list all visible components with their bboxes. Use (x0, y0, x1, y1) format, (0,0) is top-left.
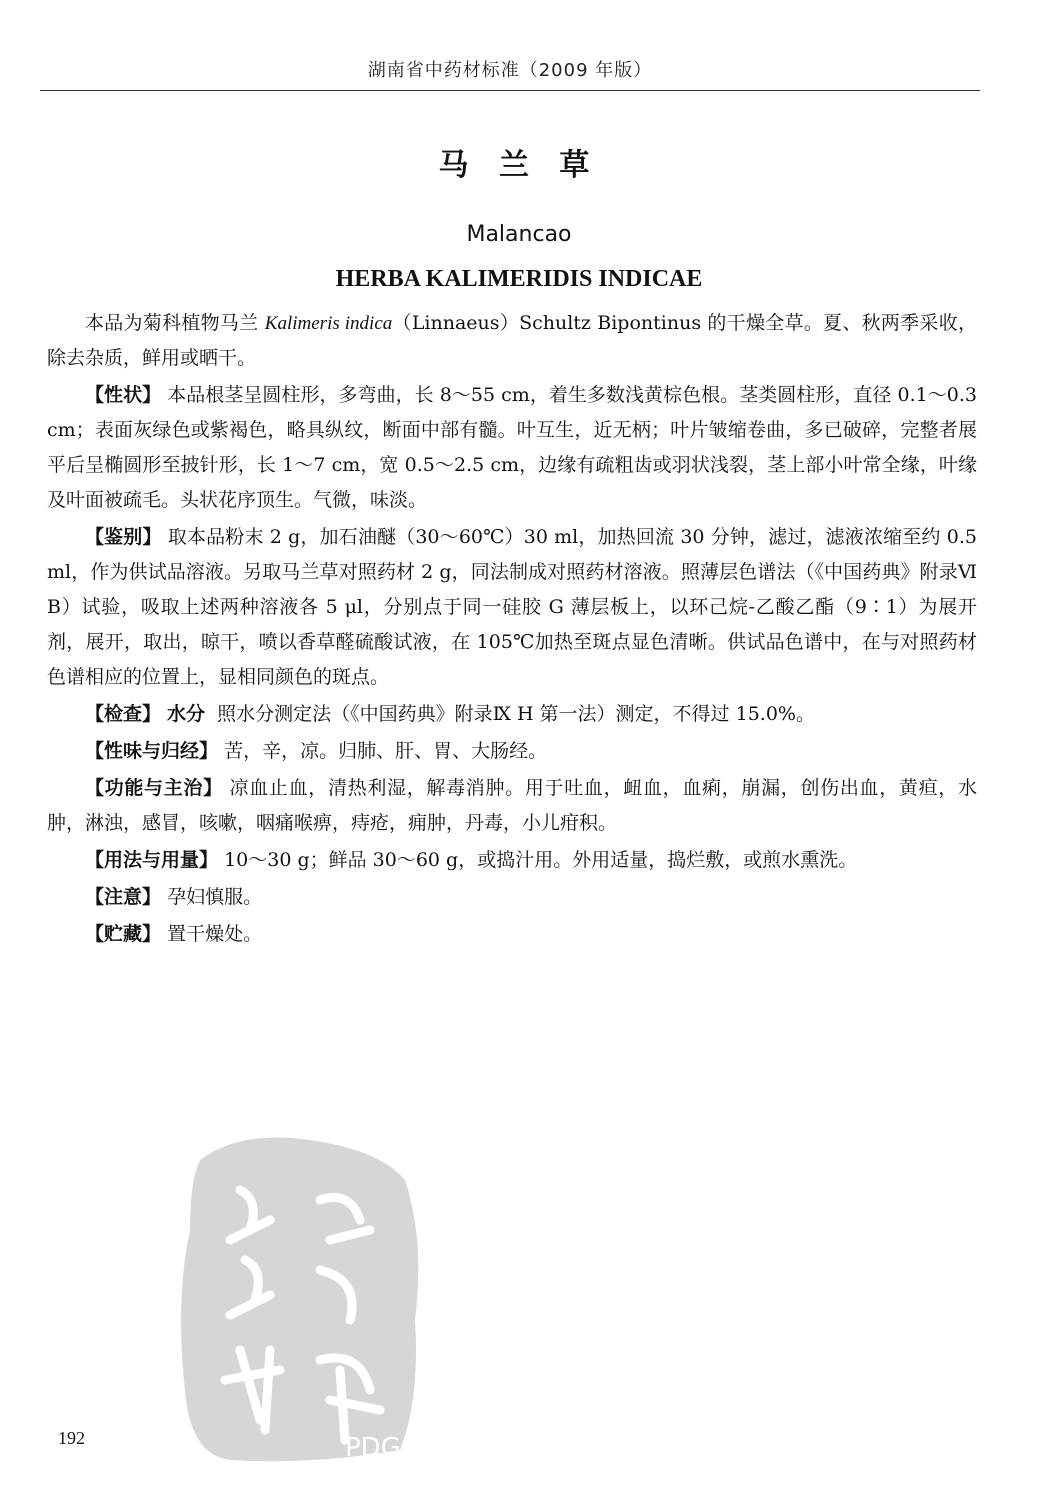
section-label: 【功能与主治】 (85, 777, 223, 799)
section-sublabel: 水分 (167, 703, 206, 725)
watermark-label: PDG (345, 1433, 401, 1463)
section-text: 照水分测定法（《中国药典》附录Ⅸ H 第一法）测定，不得过 15.0%。 (217, 703, 815, 725)
section-text: 孕妇慎服。 (167, 886, 263, 908)
section-text: 凉血止血，清热利湿，解毒消肿。用于吐血，衄血，血痢，崩漏，创伤出血，黄疸，水肿，淋浊，感冒，咳嗽，咽痛喉痹，痔疮，痈肿，丹毒，小儿疳积。 (47, 777, 977, 834)
intro-text: 本品为菊科植物马兰 (85, 312, 265, 334)
section-text: 取本品粉末 2 g，加石油醚（30～60℃）30 ml，加热回流 30 分钟，滤过，滤液浓缩至约 0.5 ml，作为供试品溶液。另取马兰草对照药材 2 g，同法制成对照药材溶液。照薄层色谱法（《中国药典》附录Ⅵ B）试验，吸取上述两种溶液各 5 μl，分别点于同一硅胶 G 薄层板上，以环己烷-乙酸乙酯（9∶1）为展开剂，展开，取出，晾干，喷以香草醛硫酸试液，在 105℃加热至斑点显色清晰。供试品色谱中，在与对照药材色谱相应的位置上，显相同颜色的斑点。 (47, 526, 977, 688)
section-text: 本品根茎呈圆柱形，多弯曲，长 8～55 cm，着生多数浅黄棕色根。茎类圆柱形，直径 0.1～0.3 cm；表面灰绿色或紫褐色，略具纵纹，断面中部有髓。叶互生，近无柄；叶片皱缩卷曲，多已破碎，完整者展平后呈椭圆形至披针形，长 1～7 cm，宽 0.5～2.5 cm，边缘有疏粗齿或羽状浅裂，茎上部小叶常全缘，叶缘及叶面被疏毛。头状花序顶生。气微，味淡。 (47, 384, 977, 511)
monograph-title: 马 兰 草 (438, 148, 600, 183)
header-rule (40, 90, 980, 91)
intro-paragraph (47, 306, 977, 376)
monograph-latin-name: HERBA KALIMERIDIS INDICAE (335, 266, 703, 292)
section-label: 【贮藏】 (85, 923, 162, 945)
section-storage (47, 917, 977, 952)
intro-text-rest: （Linnaeus）Schultz Bipontinus 的干燥全草。夏、秋两季采收，除去杂质，鲜用或晒干。 (47, 312, 977, 369)
section-usage (47, 843, 977, 878)
section-caution (47, 880, 977, 915)
section-nature (47, 734, 977, 769)
section-label: 【性状】 (85, 384, 162, 406)
section-text: 置干燥处。 (167, 923, 263, 945)
section-character (47, 378, 977, 518)
species-name: Kalimeris indica (264, 313, 393, 334)
section-function (47, 771, 977, 841)
watermark-seal-icon (170, 1120, 430, 1470)
section-examination (47, 697, 977, 732)
running-header: 湖南省中药材标准（2009 年版） (367, 60, 653, 81)
page-number: 192 (58, 1428, 85, 1448)
section-label: 【性味与归经】 (85, 740, 219, 762)
section-label: 【检查】 (85, 703, 162, 725)
section-text: 苦，辛，凉。归肺、肝、胃、大肠经。 (224, 740, 548, 762)
monograph-pinyin: Malancao (466, 222, 572, 247)
section-label: 【注意】 (85, 886, 162, 908)
section-label: 【用法与用量】 (85, 849, 219, 871)
section-identification (47, 520, 977, 695)
section-label: 【鉴别】 (85, 526, 162, 548)
monograph-body (47, 306, 977, 954)
section-text: 10～30 g；鲜品 30～60 g，或捣汁用。外用适量，捣烂敷，或煎水熏洗。 (224, 849, 858, 871)
